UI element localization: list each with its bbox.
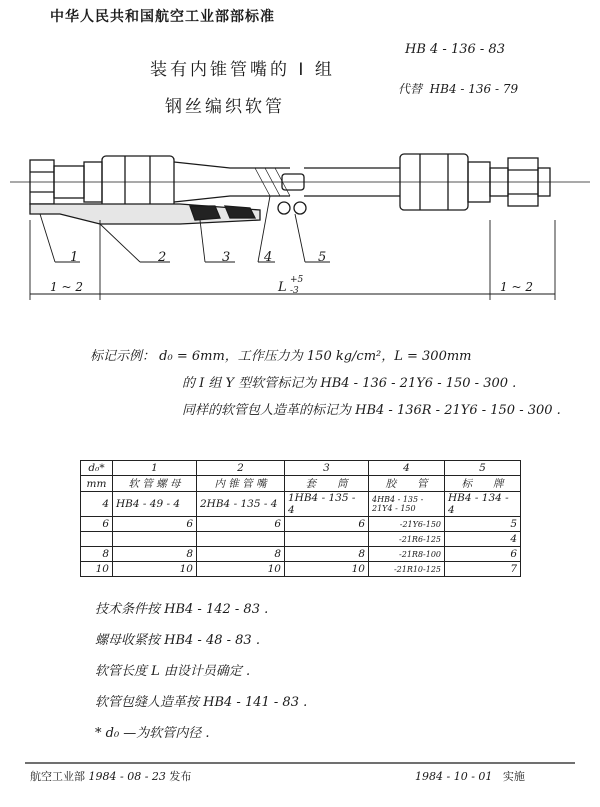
issuing-body: 航空工业部 [30,770,85,783]
col-name-cone-nipple: 内 锥 管 嘴 [197,476,285,492]
cell-tag: 5 [445,517,521,532]
components-table [80,460,521,577]
callout-3: 3 [222,250,231,265]
cell-hose: -21Y6-150 [369,517,445,532]
technical-notes [95,594,307,749]
callout-1: 1 [70,250,79,265]
note-technical-conditions: 技术条件按 HB4 - 142 - 83 . [95,602,269,617]
col-number-4: 4 [369,461,445,476]
hose-assembly-drawing [0,140,600,310]
cell-cone-nipple: 2HB4 - 135 - 4 [197,492,285,517]
standard-number: HB 4 - 136 - 83 [405,42,505,57]
footer-divider [25,762,575,764]
dimension-length-label: L [278,280,287,295]
cell-tag: 7 [445,562,521,577]
callout-2: 2 [158,250,167,265]
col-name-hose-nut: 软 管 螺 母 [113,476,197,492]
cell-tag: HB4 - 134 - 4 [445,492,521,517]
table-corner-bottom: mm [81,476,113,492]
marking-example-spec: d₀ = 6mm，工作压力为 150 kg/cm²，L = 300mm [159,349,472,364]
effective-word: 实施 [502,770,525,783]
cell-d [81,532,113,547]
cell-d: 6 [81,517,113,532]
cell-hose: -21R8-100 [369,547,445,562]
col-number-3: 3 [285,461,369,476]
cell-tag: 4 [445,532,521,547]
cell-cone-nipple: 8 [197,547,285,562]
cell-hose-nut: 8 [113,547,197,562]
cell-hose-nut: 10 [113,562,197,577]
col-number-5: 5 [445,461,521,476]
note-leather-wrapping: 软管包缝人造革按 HB4 - 141 - 83 . [95,695,308,710]
document-title-line-1: 装有内锥管嘴的 I 组 [150,60,335,80]
dimension-left-label: 1 ~ 2 [50,280,83,294]
col-number-1: 1 [113,461,197,476]
table-row [81,547,521,562]
cell-cone-nipple [197,532,285,547]
issuing-authority-heading: 中华人民共和国航空工业部部标准 [50,9,275,25]
cell-hose-nut: 6 [113,517,197,532]
footer-effective [415,768,525,784]
marking-example-label: 标记示例： [90,349,156,364]
supersedes-number: HB4 - 136 - 79 [429,82,519,96]
note-hose-length: 软管长度 L 由设计员确定 . [95,664,251,679]
cell-tag: 6 [445,547,521,562]
cell-d: 4 [81,492,113,517]
table-row [81,517,521,532]
cell-hose: -21R10-125 [369,562,445,577]
marking-example-line-2: 的 I 组 Y 型软管标记为 HB4 - 136 - 21Y6 - 150 - 300 . [182,376,517,391]
dimension-right-label: 1 ~ 2 [500,280,533,294]
col-number-2: 2 [197,461,285,476]
cell-sleeve: 10 [285,562,369,577]
note-inner-diameter: * d₀ —为软管内径 . [95,726,210,741]
cell-hose: -21R6-125 [369,532,445,547]
col-name-tag: 标 牌 [445,476,521,492]
cell-hose-nut [113,532,197,547]
document-title-line-2: 钢丝编织软管 [165,97,285,117]
dimension-tolerance-upper: +5 [290,275,304,285]
marking-example-line-3: 同样的软管包人造革的标记为 HB4 - 136R - 21Y6 - 150 - 300 . [182,403,561,418]
marking-example-line-1 [90,343,561,370]
callout-5: 5 [318,250,327,265]
issue-date: 1984 - 08 - 23 [88,770,166,783]
table-corner-top: d₀* [81,461,113,476]
supersedes-line [398,80,518,97]
cell-sleeve: 1HB4 - 135 - 4 [285,492,369,517]
cell-sleeve: 8 [285,547,369,562]
cell-d: 10 [81,562,113,577]
dimension-tolerance-lower: -3 [290,286,299,296]
section-cut-hatching [30,204,260,224]
effective-date: 1984 - 10 - 01 [415,770,493,783]
cell-hose: 4HB4 - 135 - 21Y4 - 150 [369,492,445,517]
table-header-row-names [81,476,521,492]
table-row [81,562,521,577]
cell-cone-nipple: 10 [197,562,285,577]
cell-sleeve [285,532,369,547]
col-name-hose: 胶 管 [369,476,445,492]
issue-word: 发布 [169,770,192,783]
col-name-sleeve: 套 筒 [285,476,369,492]
table-row [81,532,521,547]
note-nut-tightening: 螺母收紧按 HB4 - 48 - 83 . [95,633,260,648]
callout-4: 4 [264,250,273,265]
supersedes-label: 代替 [398,82,423,96]
cell-d: 8 [81,547,113,562]
tag-clamp [278,174,306,214]
cell-sleeve: 6 [285,517,369,532]
table-header-row-numbers [81,461,521,476]
cell-cone-nipple: 6 [197,517,285,532]
cell-hose-nut: HB4 - 49 - 4 [113,492,197,517]
footer-issue [30,768,191,784]
table-row [81,492,521,517]
marking-example [90,343,561,424]
